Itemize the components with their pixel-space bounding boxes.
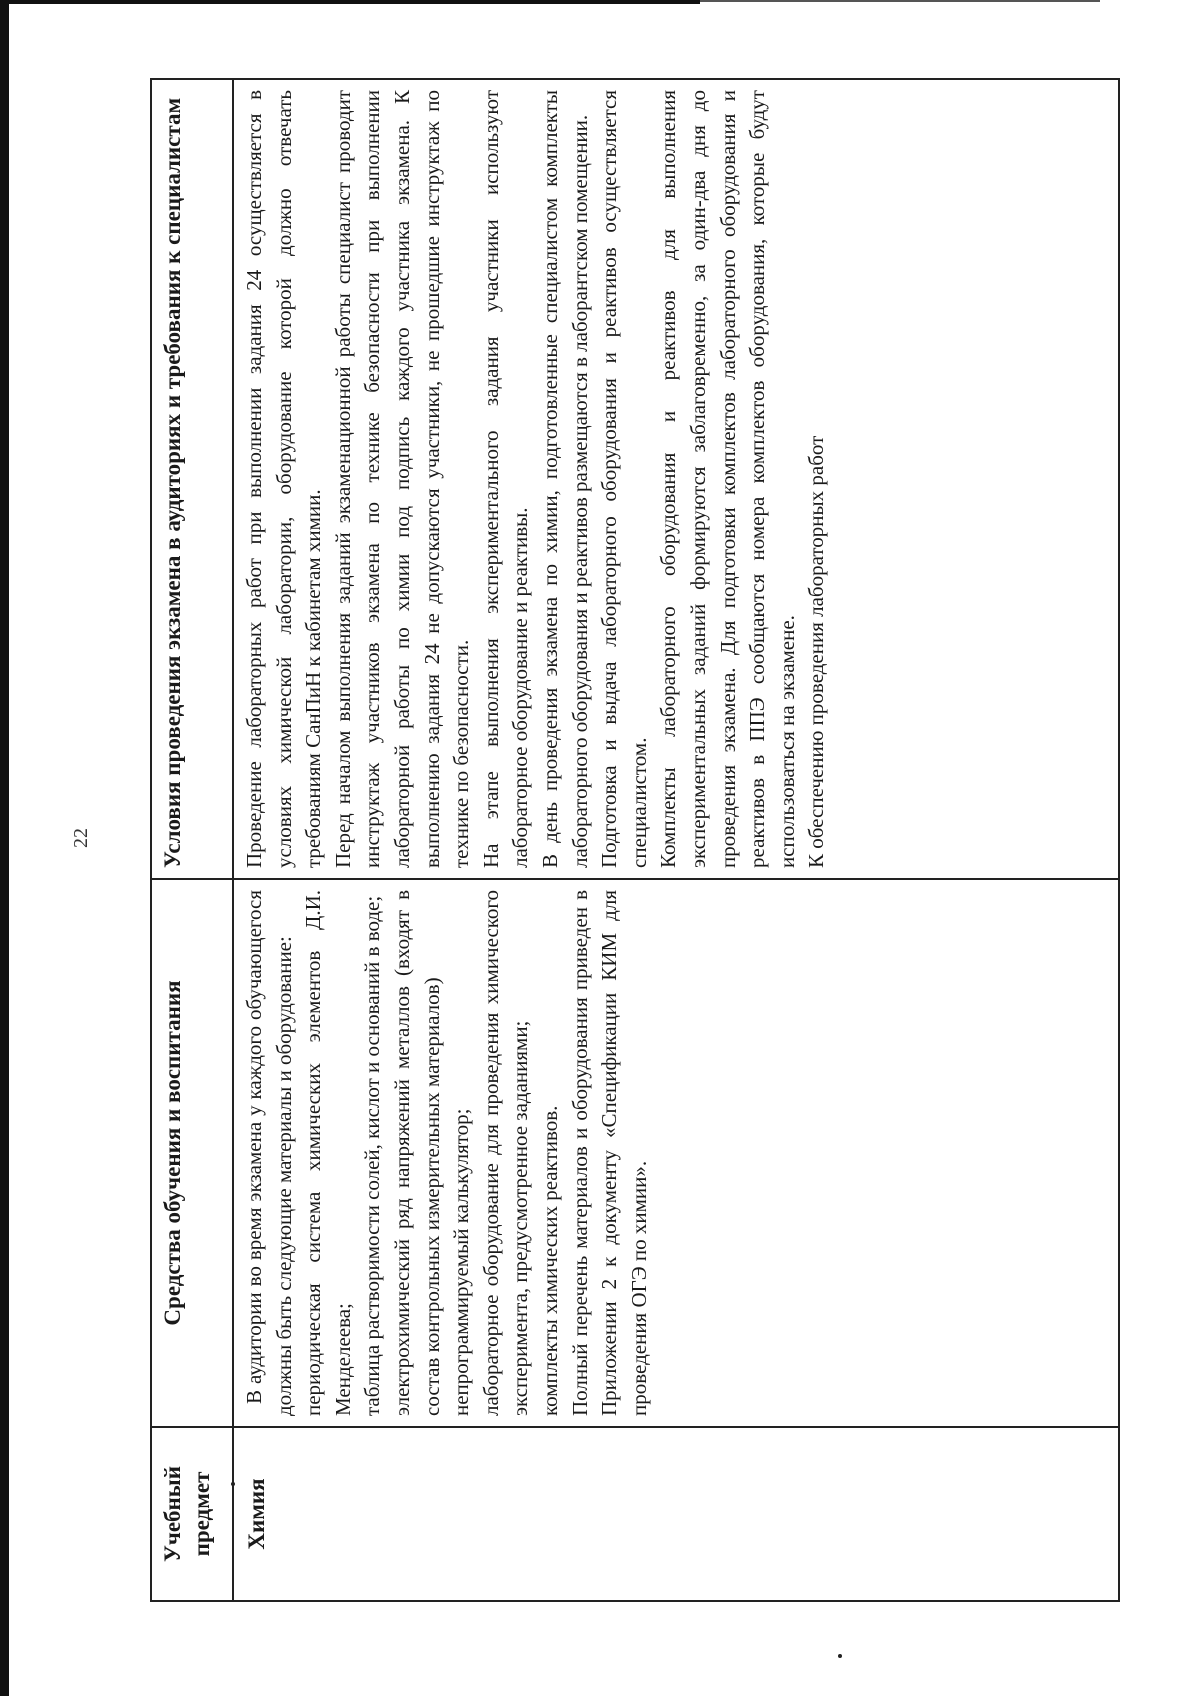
header-conditions: Условия проведения экзамена в аудиториях и требования к специалистам	[151, 79, 233, 879]
table-row	[233, 79, 1119, 1601]
means-paragraph: Полный перечень материалов и оборудования приведен в Приложении 2 к документу «Спецификации КИМ для проведения ОГЭ по химии».	[567, 890, 651, 1416]
means-paragraph: В аудитории во время экзамена у каждого обучающегося должны быть следующие материалы и оборудование:	[242, 890, 296, 1416]
means-paragraph: непрограммируемый калькулятор;	[449, 1108, 474, 1416]
conditions-paragraph: Проведение лабораторных работ при выполнении задания 24 осуществляется в условиях химической лаборатории, оборудование которой должно отвечать требованиям СанПиН к кабинетам химии.	[242, 90, 326, 868]
subject-cell: Химия	[233, 1427, 1119, 1601]
table-header-row	[151, 79, 233, 1601]
page-number: 22	[70, 828, 92, 848]
means-paragraph: периодическая система химических элементов Д.И. Менделеева;	[301, 890, 355, 1416]
conditions-paragraph: Перед началом выполнения заданий экзаменационной работы специалист проводит инструктаж участников экзамена по технике безопасности при выполнении лабораторной работы по химии под подпись каждого участника экзамена. К выполнению задания 24 не допускаются участники, не прошедшие инструктаж по технике по безопасности.	[330, 90, 474, 868]
conditions-paragraph: На этапе выполнения экспериментального задания участники используют лабораторное оборудование и реактивы.	[478, 90, 533, 868]
means-cell	[233, 879, 1119, 1427]
header-subject: Учебный предмет	[151, 1427, 233, 1601]
means-paragraph: комплекты химических реактивов.	[537, 1105, 562, 1416]
exam-conditions-table	[150, 78, 1120, 1602]
conditions-paragraph: Подготовка и выдача лабораторного оборудования и реактивов осуществляется специалистом.	[597, 90, 651, 868]
means-paragraph: лабораторное оборудование для проведения химического эксперимента, предусмотренное заданиями;	[478, 890, 533, 1416]
conditions-paragraph: Комплекты лабораторного оборудования и реактивов для выполнения экспериментальных заданий формируются заблаговременно, за один-два дня до проведения экзамена. Для подготовки комплектов лабораторного оборудования и реактивов в ППЭ сообщаются номера комплектов оборудования, которые будут использоваться на экзамене.	[656, 90, 799, 868]
conditions-paragraph: К обеспечению проведения лабораторных работ	[804, 435, 829, 868]
header-means: Средства обучения и воспитания	[151, 879, 233, 1427]
means-paragraph: электрохимический ряд напряжений металлов (входят в состав контрольных измерительных материалов)	[389, 890, 444, 1416]
conditions-cell	[233, 79, 1119, 879]
conditions-paragraph: В день проведения экзамена по химии, подготовленные специалистом комплекты лабораторного оборудования и реактивов размещаются в лаборантском помещении.	[537, 90, 592, 868]
means-paragraph: таблица растворимости солей, кислот и оснований в воде;	[360, 895, 385, 1416]
